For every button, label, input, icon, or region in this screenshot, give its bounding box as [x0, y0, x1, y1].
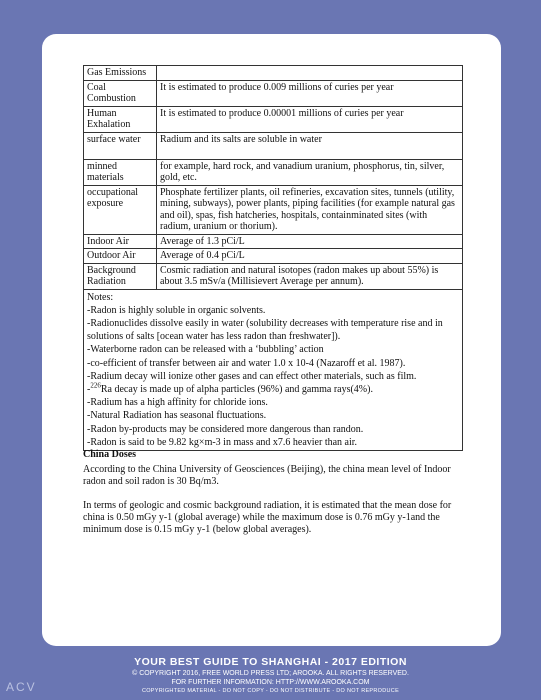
paragraph: In terms of geologic and cosmic background radiation, it is estimated that the mean dose for china is 0.50 mGy y-1 (global average) while the maximum dose is 0.76 mGy y-1and the minimum dose is 0.15 mGy y-1 (below global averages). — [83, 500, 452, 535]
paragraph: According to the China University of Geosciences (Beijing), the china mean level of Indoor radon and soil radon is 30 Bq/m3. — [83, 464, 451, 487]
row-text: It is estimated to produce 0.009 millions of curies per year — [157, 80, 463, 106]
row-label: minned materials — [84, 159, 157, 185]
note-line: -Radon by-products may be considered more dangerous than randon. — [87, 423, 364, 435]
note-line: -Waterborne radon can be released with a ‘bubbling’ action — [87, 344, 324, 356]
isotope-superscript: 226 — [90, 381, 101, 390]
table-row — [84, 132, 463, 159]
note-line: -co-efficient of transfer between air and water 1.0 x 10-4 (Nazaroff et al. 1987). — [87, 357, 406, 369]
row-label: Human Exhalation — [84, 106, 157, 132]
row-text: It is estimated to produce 0.00001 millions of curies per year — [157, 106, 463, 132]
radon-sources-table — [83, 65, 463, 451]
table-row — [84, 249, 463, 264]
row-label: Outdoor Air — [84, 249, 157, 264]
note-line: -Radionuclides dissolve easily in water (solubility decreases with temperature rise and in solutions of salts [ocean water has less radon than freshwater]). — [87, 317, 443, 343]
china-doses-section — [83, 449, 468, 548]
note-line: -Radon is said to be 9.82 kg×m-3 in mass and x7.6 heavier than air. — [87, 436, 358, 448]
row-label: Gas Emissions — [84, 66, 157, 81]
table-row — [84, 80, 463, 106]
section-heading: China Doses — [83, 449, 137, 460]
note-line: -Radium decay will ionize other gases and can effect other materials, such as film. — [87, 370, 417, 382]
footer-title: YOUR BEST GUIDE TO SHANGHAI - 2017 EDITION — [134, 656, 407, 668]
note-line: -Radium has a high affinity for chloride ions. — [87, 397, 268, 409]
row-text: Average of 1.3 pCi/L — [157, 234, 463, 249]
row-text: Cosmic radiation and natural isotopes (radon makes up about 55%) is about 3.5 mSv/a (Millisievert Average per annum). — [157, 263, 463, 289]
note-text: Ra decay is made up of alpha particles (96%) and gamma rays(4%). — [100, 383, 373, 395]
row-text: Average of 0.4 pCi/L — [157, 249, 463, 264]
note-line: -Radon is highly soluble in organic solvents. — [87, 304, 266, 316]
table-row — [84, 263, 463, 289]
row-text: Radium and its salts are soluble in water — [157, 132, 463, 159]
row-text: for example, hard rock, and vanadium uranium, phosphorus, tin, silver, gold, etc. — [157, 159, 463, 185]
watermark: ACV — [6, 680, 37, 694]
note-line: -Natural Radiation has seasonal fluctuations. — [87, 410, 267, 422]
footer-notice: COPYRIGHTED MATERIAL - DO NOT COPY - DO NOT DISTRIBUTE - DO NOT REPRODUCE — [141, 688, 400, 694]
row-label: Indoor Air — [84, 234, 157, 249]
table-row — [84, 106, 463, 132]
row-label: Coal Combustion — [84, 80, 157, 106]
row-label: surface water — [84, 132, 157, 159]
note-line — [87, 383, 459, 396]
row-text — [157, 66, 463, 81]
notes-title: Notes: — [87, 291, 114, 303]
table-row — [84, 159, 463, 185]
footer-copyright: © COPYRIGHT 2016, FREE WORLD PRESS LTD; AROOKA. ALL RIGHTS RESERVED. — [132, 670, 409, 677]
row-label: occupational exposure — [84, 185, 157, 234]
notes-row — [84, 289, 463, 450]
footer — [0, 656, 541, 695]
note-dash: - — [87, 383, 91, 395]
table-row — [84, 234, 463, 249]
row-label: Background Radiation — [84, 263, 157, 289]
page-card — [42, 34, 501, 646]
notes-cell — [84, 289, 463, 450]
table-row — [84, 185, 463, 234]
footer-info: FOR FURTHER INFORMATION: HTTP://WWW.AROOKA.COM — [171, 679, 370, 686]
table-row — [84, 66, 463, 81]
row-text: Phosphate fertilizer plants, oil refineries, excavation sites, tunnels (utility, mining, subways), power plants, piping facilities (for example natural gas and oil), spas, fish hatcheries, hospitals, containminated sites (with radium, uranium or thorium). — [157, 185, 463, 234]
